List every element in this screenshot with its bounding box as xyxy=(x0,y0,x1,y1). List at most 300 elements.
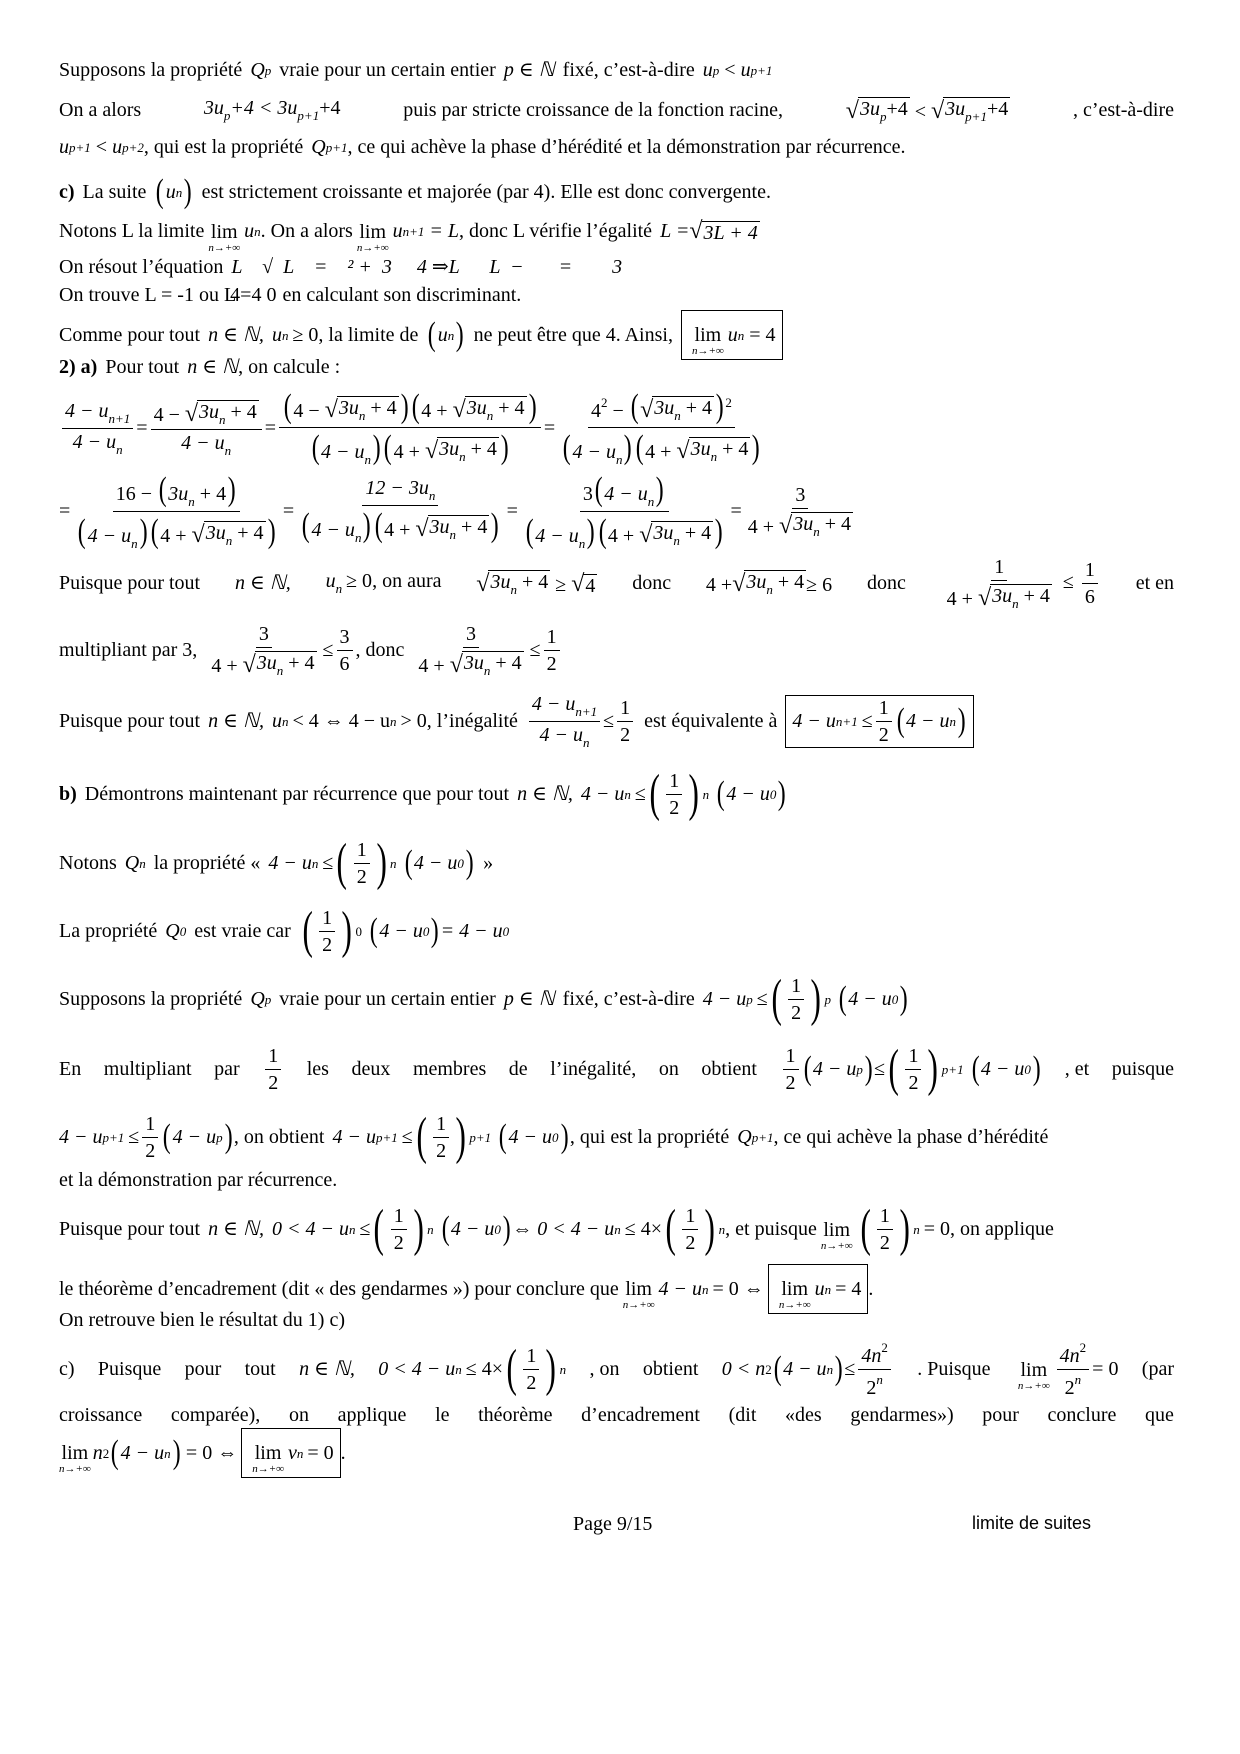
superscript: n xyxy=(876,1371,883,1387)
word: En xyxy=(59,1058,82,1080)
text: , on aura xyxy=(372,570,442,592)
exponent: p xyxy=(824,991,831,1007)
paren: ) xyxy=(810,970,821,1027)
math: 4 − u xyxy=(87,524,132,547)
lim-subscript: n→+∞ xyxy=(820,1240,853,1252)
radical-sign: √ xyxy=(676,438,690,464)
lim-subscript: n→+∞ xyxy=(778,1299,811,1311)
exponent: 0 xyxy=(355,923,362,939)
numerator: 1 xyxy=(991,557,1007,581)
radical-sign: √ xyxy=(779,512,793,539)
subscript: n xyxy=(164,1445,171,1461)
subscript: n+1 xyxy=(108,410,131,426)
paren: ) xyxy=(139,512,148,550)
line-solutions xyxy=(59,285,521,305)
text: et en xyxy=(1135,572,1174,594)
paren: ) xyxy=(586,512,595,550)
radicand: 3u xyxy=(199,400,220,423)
sqrt-expression xyxy=(689,219,759,243)
equals: = xyxy=(136,417,148,439)
superscript: 2 xyxy=(1079,1339,1087,1355)
paren: ( xyxy=(374,507,383,544)
subscript: n xyxy=(615,452,623,467)
radical-sign: √ xyxy=(191,521,205,548)
math-n-in-N: n ∈ ℕ, xyxy=(208,1218,264,1240)
equals: = xyxy=(264,417,277,439)
radicand-end: + 4 xyxy=(225,400,257,423)
lim: lim xyxy=(210,221,238,243)
math: 4 − u xyxy=(906,710,950,732)
radicand: 3u xyxy=(205,521,226,544)
radicand-end: + 4 xyxy=(516,571,549,593)
superscript: 2 xyxy=(102,1445,110,1461)
paren: ( xyxy=(635,429,644,466)
numerator: 4n xyxy=(861,1344,882,1367)
line-squeeze-conclusion xyxy=(59,1268,873,1310)
paren: ( xyxy=(771,970,782,1027)
text: fixé, c’est-à-dire xyxy=(562,59,695,81)
math: 4 − u xyxy=(413,852,458,874)
paren: ) xyxy=(957,702,966,739)
text: ne peut être que 4. Ainsi, xyxy=(473,324,673,346)
numerator: 1 xyxy=(666,771,682,795)
math-n-in-N: n ∈ ℕ xyxy=(187,356,239,378)
equation-ratio-chain-1 xyxy=(59,388,768,467)
math-ge6: ≥ 6 xyxy=(806,574,833,596)
numerator: 3 xyxy=(337,627,353,651)
subscript: n xyxy=(281,713,289,729)
math: < 4 ⇔ 4 − u xyxy=(292,710,391,732)
math-eq: = L xyxy=(429,220,459,242)
radicand-end: + 4 xyxy=(493,397,525,419)
radical-sign: √ xyxy=(476,571,490,597)
radical-sign: √ xyxy=(452,397,466,423)
lim-subscript: n→+∞ xyxy=(208,242,241,254)
denominator: 2 xyxy=(908,1071,919,1094)
line-final-conclusion xyxy=(59,1432,346,1474)
subscript: n xyxy=(276,662,284,678)
math-le: ≤ xyxy=(322,852,334,874)
paren: ( xyxy=(888,1040,900,1097)
subscript: n xyxy=(116,441,123,457)
math: 4 + xyxy=(393,441,425,463)
math-u: u xyxy=(271,710,282,732)
math: 4 − u xyxy=(604,482,648,505)
line-induction-step xyxy=(59,97,1174,123)
fraction xyxy=(745,485,856,538)
paren: ) xyxy=(752,429,760,466)
paren: ( xyxy=(716,775,725,812)
word: le xyxy=(435,1404,450,1426)
word: c) xyxy=(59,1358,75,1380)
word: d’encadrement xyxy=(581,1404,700,1426)
subscript: n xyxy=(428,488,436,503)
paren: ) xyxy=(715,388,724,425)
subscript: n xyxy=(364,452,372,467)
subscript: n xyxy=(175,184,183,200)
paren: ) xyxy=(560,1118,569,1155)
word: (dit xyxy=(728,1404,757,1426)
limit-operator xyxy=(692,325,724,357)
radicand: 3u xyxy=(746,571,767,593)
text: donc xyxy=(632,572,672,594)
paren: ) xyxy=(455,1108,466,1165)
subscript: 0 xyxy=(769,786,777,802)
subscript: n xyxy=(224,442,232,458)
limit-operator xyxy=(821,1220,853,1252)
word: . Puisque xyxy=(917,1358,991,1380)
word: gendarmes») xyxy=(850,1404,954,1426)
subscript: n xyxy=(624,786,631,802)
paren: ) xyxy=(183,173,192,210)
math-v: v xyxy=(287,1442,297,1464)
text: , ce qui achève la phase d’hérédité et la démonstration par récurrence. xyxy=(347,136,906,158)
paren: ( xyxy=(649,765,660,822)
numerator: 4 − u xyxy=(531,692,576,715)
math-ge: ≥ xyxy=(555,574,567,596)
text: La propriété xyxy=(59,920,158,942)
word: de xyxy=(508,1058,528,1080)
radical-sign: √ xyxy=(324,397,338,423)
math-le: ≤ xyxy=(756,988,768,1010)
page-number: Page 9/15 xyxy=(573,1513,653,1535)
paren: ) xyxy=(545,1340,557,1397)
paren: ( xyxy=(416,1108,427,1165)
lim: lim xyxy=(1020,1359,1048,1381)
radicand-end: + 4 xyxy=(680,397,713,419)
paren: ( xyxy=(428,316,437,353)
numerator: 1 xyxy=(1082,560,1098,584)
fraction xyxy=(297,478,504,544)
numerator: 1 xyxy=(265,1046,281,1070)
paren: ) xyxy=(778,775,787,812)
fraction-difference-of-squares xyxy=(558,390,765,466)
subscript: n xyxy=(483,662,491,678)
math-u: u xyxy=(59,136,69,158)
text: Comme pour tout xyxy=(59,324,201,346)
paren: ( xyxy=(283,388,292,425)
math-le: ≤ xyxy=(359,1218,371,1240)
subscript: p+2 xyxy=(122,139,144,155)
math-le: ≤ xyxy=(529,639,541,661)
boxed-result xyxy=(241,1428,340,1478)
exponent: n xyxy=(559,1361,567,1377)
text: , l’inégalité xyxy=(426,710,518,732)
paren: ( xyxy=(404,844,413,881)
radicand-end: + 4 xyxy=(819,512,851,535)
lim: lim xyxy=(781,1278,809,1300)
word: multipliant xyxy=(103,1058,192,1080)
math: 4 − u xyxy=(792,710,836,732)
math: ⇔ 0 < 4 − u xyxy=(512,1218,615,1240)
paren: ( xyxy=(411,388,420,425)
subscript: n xyxy=(737,327,745,343)
denominator: 2 xyxy=(356,865,367,888)
text: Notons xyxy=(59,852,117,874)
math: 4 − u xyxy=(332,1126,376,1148)
limit-operator xyxy=(59,1443,91,1475)
lim-subscript: n→+∞ xyxy=(252,1463,284,1475)
paren: ( xyxy=(384,429,392,466)
word: les xyxy=(306,1058,329,1080)
math: 4 xyxy=(590,400,601,422)
math-u: u xyxy=(325,570,336,592)
line-multiply-half xyxy=(59,1038,1174,1100)
paren: ( xyxy=(162,1118,171,1155)
text: , donc xyxy=(355,639,405,661)
subscript: p xyxy=(216,1129,223,1145)
math: 4 − u xyxy=(783,1358,827,1380)
math-le: ≤ xyxy=(401,1126,413,1148)
math: +4 xyxy=(886,98,908,120)
math: 4 + xyxy=(418,654,450,677)
radical-sign: √ xyxy=(449,651,463,678)
numerator: 3 xyxy=(463,624,479,648)
exponent: p+1 xyxy=(469,1129,492,1145)
subscript: p+1 xyxy=(102,1129,125,1145)
numerator: 3 xyxy=(792,485,808,509)
subscript: p+1 xyxy=(297,108,320,123)
radical-sign: √ xyxy=(639,521,653,548)
subscript: n xyxy=(225,532,233,548)
math-eq: L = xyxy=(660,220,690,242)
math: 4 + xyxy=(645,441,677,463)
radicand-end: + 4 xyxy=(456,516,488,538)
subscript: n xyxy=(188,493,195,509)
equals: = xyxy=(506,500,518,522)
lim: lim xyxy=(823,1219,851,1241)
radicand-end: + 4 xyxy=(1018,584,1050,607)
subscript: n xyxy=(578,535,586,551)
radical-sign: √ xyxy=(977,584,992,611)
line-limit-definition xyxy=(59,208,760,254)
subscript: n xyxy=(348,1221,356,1237)
limit-operator xyxy=(357,222,389,254)
line-squeeze-setup xyxy=(59,1198,1054,1260)
paren: ) xyxy=(413,1200,424,1257)
math-le: ≤ xyxy=(861,710,873,732)
text: , et puisque xyxy=(725,1218,817,1240)
denominator: 2 xyxy=(393,1231,404,1254)
subscript: n xyxy=(766,582,773,597)
subscript: n xyxy=(824,1281,832,1297)
math-p-in-N: p ∈ ℕ xyxy=(503,59,555,81)
line-retrouve xyxy=(59,1310,345,1330)
subscript: n xyxy=(447,327,455,343)
math-n-in-N: n ∈ ℕ, xyxy=(208,324,264,346)
math: 4 − u xyxy=(580,783,625,805)
subscript: n xyxy=(702,1281,709,1297)
math: 3u xyxy=(168,482,189,505)
limit-operator xyxy=(1018,1360,1050,1392)
text: donc xyxy=(866,572,906,594)
text: On résout l’équation xyxy=(59,256,224,278)
subscript: n xyxy=(510,582,517,597)
subscript: n xyxy=(296,1445,304,1461)
lim: lim xyxy=(61,1442,89,1464)
paren: ( xyxy=(156,173,165,210)
math-p-in-N: p ∈ ℕ xyxy=(503,988,555,1010)
paren: ) xyxy=(655,470,664,508)
word: deux xyxy=(351,1058,391,1080)
word: comparée), xyxy=(170,1404,261,1426)
line-limit-conclusion xyxy=(59,310,783,360)
math: = 0 xyxy=(1092,1358,1119,1380)
text: , on obtient xyxy=(233,1126,325,1148)
math: 4 − u xyxy=(172,1126,217,1148)
paren: ) xyxy=(502,1210,511,1247)
text: Notons L la limite xyxy=(59,220,205,242)
paren: ( xyxy=(77,512,86,550)
math: 0 < 4 − u xyxy=(378,1358,456,1380)
subscript: p xyxy=(264,62,272,78)
paren: ) xyxy=(376,834,387,891)
subscript: 0 xyxy=(494,1221,501,1237)
numerator: 1 xyxy=(319,908,335,932)
subscript: 0 xyxy=(502,923,510,939)
text: et la démonstration par récurrence. xyxy=(59,1169,338,1191)
paren: ) xyxy=(500,429,509,466)
math-Q: Q xyxy=(250,59,265,81)
line-c-convergence xyxy=(59,175,771,209)
radicand: 3u xyxy=(256,651,277,674)
denominator: 2 xyxy=(791,1001,802,1024)
math-le: ≤ xyxy=(874,1058,886,1080)
text: , la limite de xyxy=(318,324,419,346)
math: 16 − xyxy=(115,482,157,505)
word: obtient xyxy=(642,1358,699,1380)
subscript: p xyxy=(879,109,887,124)
subscript: n xyxy=(131,535,138,551)
subscript: 0 xyxy=(552,1129,559,1145)
math: 12 − 3u xyxy=(365,477,429,499)
subscript: 0 xyxy=(457,855,464,871)
radicand: 3u xyxy=(490,571,511,593)
math-Q: Q xyxy=(250,988,265,1010)
math-Q: Q xyxy=(124,852,140,874)
text: , donc L vérifie l’égalité xyxy=(459,220,653,242)
superscript: 2 xyxy=(725,395,732,410)
equation-ratio-chain-2 xyxy=(59,470,859,551)
paren: ) xyxy=(400,388,409,425)
text: . xyxy=(340,1442,346,1464)
radicand: 3u xyxy=(690,438,711,460)
math: 4 − u xyxy=(268,852,312,874)
paren: ( xyxy=(594,470,603,508)
math: = 4 − u xyxy=(440,920,503,942)
paren: ( xyxy=(110,1434,119,1471)
math-le: ≤ xyxy=(634,783,646,805)
math: ≤ 4× xyxy=(465,1358,503,1380)
radical-sign: √ xyxy=(689,218,703,244)
math: = 0 xyxy=(923,1218,951,1240)
limit-operator xyxy=(779,1279,811,1311)
text: , c’est-à-dire xyxy=(1072,99,1174,121)
limit-operator xyxy=(208,222,240,254)
radical-sign: √ xyxy=(415,516,429,542)
line-conclusion-induction xyxy=(59,137,906,157)
math: 4 − u xyxy=(658,1278,703,1300)
line-induction-hypothesis-2 xyxy=(59,968,910,1030)
exponent: p+1 xyxy=(941,1061,964,1077)
text: Supposons la propriété xyxy=(59,59,243,81)
radical-sign: √ xyxy=(931,98,945,124)
text: Supposons la propriété xyxy=(59,988,243,1010)
paren: ( xyxy=(803,1050,812,1087)
math: = 0 ⇔ xyxy=(712,1278,764,1300)
limit-operator xyxy=(623,1279,655,1311)
word: tout xyxy=(244,1358,276,1380)
math-u: u xyxy=(702,59,713,81)
word: on xyxy=(658,1058,679,1080)
fraction xyxy=(521,470,728,551)
paren: ( xyxy=(525,512,534,550)
paren: ( xyxy=(150,512,159,550)
math: 4 + xyxy=(160,524,192,547)
denominator: 2 xyxy=(669,796,680,819)
subscript: n xyxy=(710,449,718,464)
radicand: 3u xyxy=(992,584,1013,607)
paren: ) xyxy=(372,429,381,466)
math-Q: Q xyxy=(311,136,326,158)
denominator: 6 xyxy=(1084,585,1095,608)
paren: ) xyxy=(363,507,372,544)
subscript: p xyxy=(223,108,231,123)
subscript: p xyxy=(746,991,753,1007)
radicand-end: + 4 xyxy=(465,438,497,460)
denominator: 2 xyxy=(785,1071,796,1094)
denominator: 2 xyxy=(526,1371,537,1394)
math: 4 − u xyxy=(572,441,616,463)
text: est équivalente à xyxy=(644,710,778,732)
math-inequality: +4 < 3u xyxy=(230,97,298,119)
superscript: 2 xyxy=(600,395,608,410)
denominator: 2 xyxy=(546,652,557,675)
paren: ( xyxy=(838,980,847,1017)
numerator: 4 − u xyxy=(65,399,109,422)
numerator: 1 xyxy=(142,1114,158,1138)
subscript: p+1 xyxy=(750,62,773,78)
text: multipliant par 3, xyxy=(59,639,198,661)
numerator: 4n xyxy=(1059,1344,1080,1367)
radicand-end: + 4 xyxy=(679,521,712,544)
math-u: u xyxy=(814,1278,825,1300)
line-section-2a xyxy=(59,357,340,377)
subscript: n xyxy=(354,530,362,545)
radicand: 3u xyxy=(463,651,484,674)
paren: ( xyxy=(441,1210,450,1247)
math: 4 − u xyxy=(812,1058,857,1080)
denominator: 2 xyxy=(879,1231,890,1254)
equals: = xyxy=(543,417,556,439)
subscript: n xyxy=(614,1221,621,1237)
radicand: 3u xyxy=(429,516,450,538)
garbled-equation: L √ L = ² + 3 4 ⇒L L − = 3 xyxy=(231,256,623,278)
boxed-result xyxy=(785,695,974,748)
math-eq4: = 4 xyxy=(749,324,776,346)
subscript: n+1 xyxy=(402,223,425,239)
subscript: n xyxy=(949,713,957,729)
math-ge0: ≥ 0 xyxy=(346,570,373,592)
subscript: n+1 xyxy=(835,713,858,729)
text: , ce qui achève la phase d’hérédité xyxy=(773,1126,1049,1148)
denominator: 2 xyxy=(145,1139,156,1162)
subscript: p+1 xyxy=(751,1129,774,1145)
radicand: 4 xyxy=(585,575,596,597)
math-le: ≤ xyxy=(1062,570,1074,593)
radicand: 3u xyxy=(654,397,675,419)
radical-sign: √ xyxy=(845,98,859,124)
